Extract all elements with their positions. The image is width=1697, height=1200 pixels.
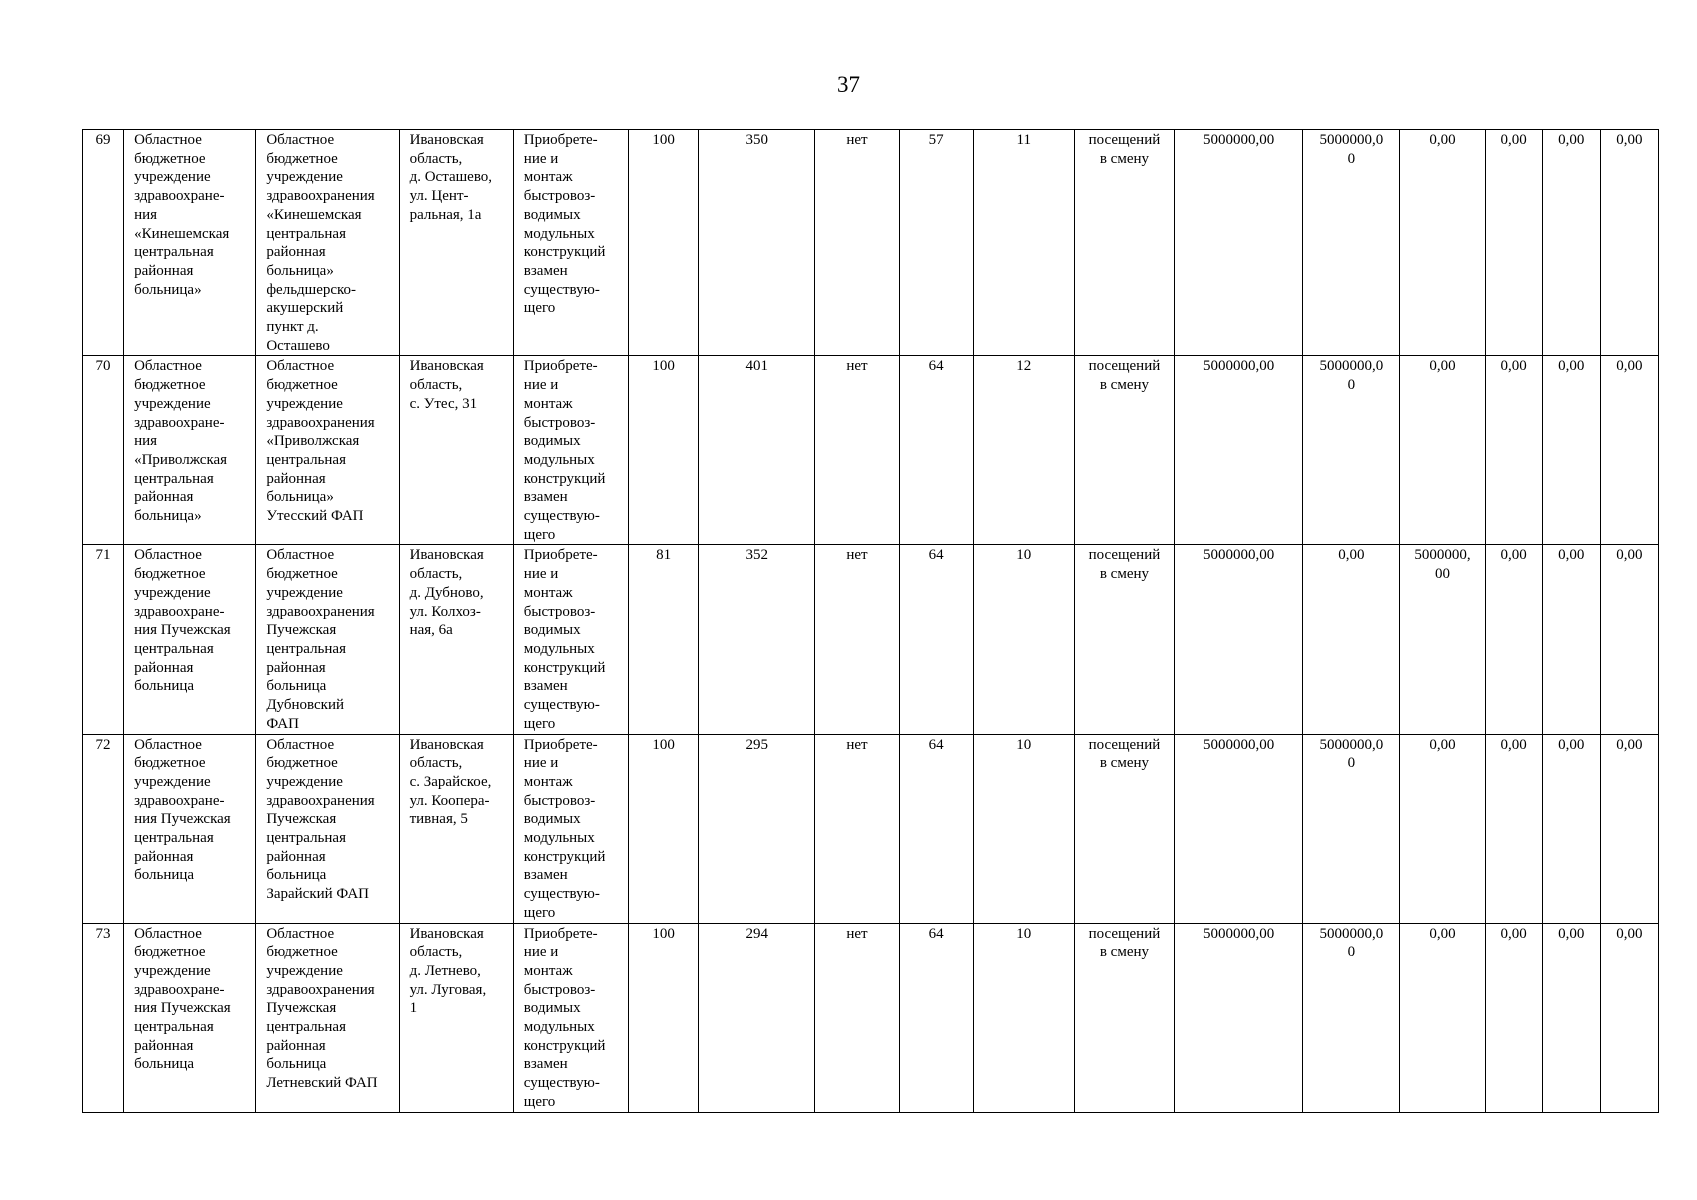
year-amount-cell: 5000000,0 0 (1303, 130, 1400, 356)
row-number-cell: 72 (83, 734, 124, 923)
year-amount-cell: 0,00 (1303, 545, 1400, 734)
value-cell: 10 (973, 545, 1074, 734)
year-amount-cell: 0,00 (1542, 923, 1600, 1112)
object-cell: Областное бюджетное учреждение здравоохранения Пучежская центральная районная больница Зарайский ФАП (256, 734, 399, 923)
table-row (83, 545, 1659, 734)
value-cell: 100 (629, 923, 699, 1112)
object-cell: Областное бюджетное учреждение здравоохранения Пучежская центральная районная больница Летневский ФАП (256, 923, 399, 1112)
year-amount-cell: 0,00 (1542, 356, 1600, 545)
year-amount-cell: 0,00 (1542, 734, 1600, 923)
action-cell: Приобрете- ние и монтаж быстровоз- водимых модульных конструкций взамен существую- щего (513, 734, 628, 923)
value-cell: 10 (973, 734, 1074, 923)
address-cell: Ивановская область, с. Зарайское, ул. Коопера- тивная, 5 (399, 734, 513, 923)
year-amount-cell: 0,00 (1600, 545, 1658, 734)
total-cell: 5000000,00 (1175, 130, 1303, 356)
address-cell: Ивановская область, д. Дубново, ул. Колхоз- ная, 6а (399, 545, 513, 734)
value-cell: нет (815, 923, 899, 1112)
value-cell: 350 (699, 130, 815, 356)
institution-cell: Областное бюджетное учреждение здравоохране- ния Пучежская центральная районная больница (124, 545, 256, 734)
institution-cell: Областное бюджетное учреждение здравоохране- ния «Кинешемская центральная районная больница» (124, 130, 256, 356)
action-cell: Приобрете- ние и монтаж быстровоз- водимых модульных конструкций взамен существую- щего (513, 923, 628, 1112)
page-number: 37 (837, 72, 860, 97)
row-number-cell: 69 (83, 130, 124, 356)
year-amount-cell: 5000000, 00 (1400, 545, 1485, 734)
year-amount-cell: 0,00 (1485, 130, 1542, 356)
unit-cell: посещений в смену (1074, 923, 1174, 1112)
year-amount-cell: 0,00 (1400, 130, 1485, 356)
action-cell: Приобрете- ние и монтаж быстровоз- водимых модульных конструкций взамен существую- щего (513, 130, 628, 356)
value-cell: 12 (973, 356, 1074, 545)
year-amount-cell: 5000000,0 0 (1303, 734, 1400, 923)
value-cell: 100 (629, 130, 699, 356)
value-cell: 64 (899, 923, 973, 1112)
institution-cell: Областное бюджетное учреждение здравоохране- ния Пучежская центральная районная больница (124, 734, 256, 923)
value-cell: 64 (899, 545, 973, 734)
action-cell: Приобрете- ние и монтаж быстровоз- водимых модульных конструкций взамен существую- щего (513, 545, 628, 734)
year-amount-cell: 0,00 (1400, 734, 1485, 923)
total-cell: 5000000,00 (1175, 734, 1303, 923)
facilities-table (82, 129, 1659, 1113)
value-cell: 64 (899, 356, 973, 545)
year-amount-cell: 0,00 (1542, 545, 1600, 734)
value-cell: 57 (899, 130, 973, 356)
object-cell: Областное бюджетное учреждение здравоохранения Пучежская центральная районная больница Дубновский ФАП (256, 545, 399, 734)
address-cell: Ивановская область, д. Осташево, ул. Цент- ральная, 1а (399, 130, 513, 356)
year-amount-cell: 0,00 (1485, 356, 1542, 545)
value-cell: 100 (629, 734, 699, 923)
table-row (83, 130, 1659, 356)
value-cell: 10 (973, 923, 1074, 1112)
year-amount-cell: 5000000,0 0 (1303, 356, 1400, 545)
value-cell: 100 (629, 356, 699, 545)
unit-cell: посещений в смену (1074, 130, 1174, 356)
value-cell: 11 (973, 130, 1074, 356)
table-row (83, 734, 1659, 923)
year-amount-cell: 0,00 (1485, 734, 1542, 923)
value-cell: 294 (699, 923, 815, 1112)
year-amount-cell: 5000000,0 0 (1303, 923, 1400, 1112)
year-amount-cell: 0,00 (1600, 356, 1658, 545)
year-amount-cell: 0,00 (1400, 356, 1485, 545)
year-amount-cell: 0,00 (1542, 130, 1600, 356)
unit-cell: посещений в смену (1074, 356, 1174, 545)
year-amount-cell: 0,00 (1600, 130, 1658, 356)
value-cell: нет (815, 734, 899, 923)
row-number-cell: 71 (83, 545, 124, 734)
value-cell: 401 (699, 356, 815, 545)
address-cell: Ивановская область, д. Летнево, ул. Луговая, 1 (399, 923, 513, 1112)
value-cell: 295 (699, 734, 815, 923)
year-amount-cell: 0,00 (1600, 923, 1658, 1112)
object-cell: Областное бюджетное учреждение здравоохранения «Кинешемская центральная районная больница» фельдшерско- акушерский пункт д. Осташево (256, 130, 399, 356)
year-amount-cell: 0,00 (1485, 545, 1542, 734)
institution-cell: Областное бюджетное учреждение здравоохране- ния «Приволжская центральная районная больница» (124, 356, 256, 545)
value-cell: нет (815, 545, 899, 734)
action-cell: Приобрете- ние и монтаж быстровоз- водимых модульных конструкций взамен существую- щего (513, 356, 628, 545)
address-cell: Ивановская область, с. Утес, 31 (399, 356, 513, 545)
object-cell: Областное бюджетное учреждение здравоохранения «Приволжская центральная районная больница» Утесский ФАП (256, 356, 399, 545)
value-cell: нет (815, 130, 899, 356)
year-amount-cell: 0,00 (1485, 923, 1542, 1112)
value-cell: нет (815, 356, 899, 545)
unit-cell: посещений в смену (1074, 545, 1174, 734)
row-number-cell: 73 (83, 923, 124, 1112)
value-cell: 352 (699, 545, 815, 734)
year-amount-cell: 0,00 (1600, 734, 1658, 923)
total-cell: 5000000,00 (1175, 923, 1303, 1112)
row-number-cell: 70 (83, 356, 124, 545)
table-row (83, 356, 1659, 545)
total-cell: 5000000,00 (1175, 545, 1303, 734)
table-row (83, 923, 1659, 1112)
value-cell: 64 (899, 734, 973, 923)
value-cell: 81 (629, 545, 699, 734)
year-amount-cell: 0,00 (1400, 923, 1485, 1112)
institution-cell: Областное бюджетное учреждение здравоохране- ния Пучежская центральная районная больница (124, 923, 256, 1112)
unit-cell: посещений в смену (1074, 734, 1174, 923)
total-cell: 5000000,00 (1175, 356, 1303, 545)
